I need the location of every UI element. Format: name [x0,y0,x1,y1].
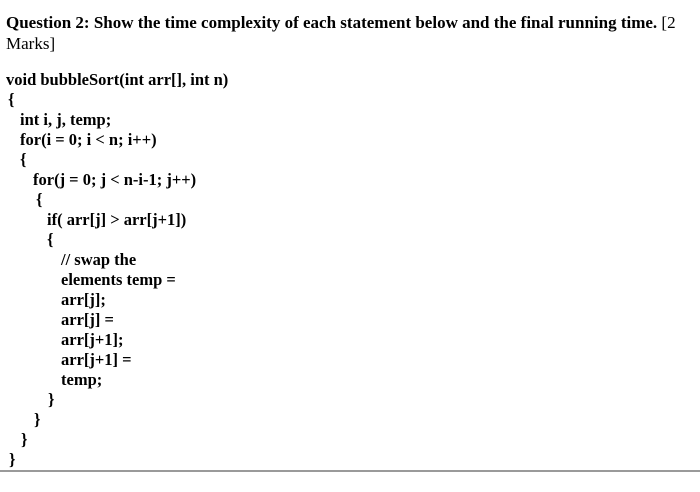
code-line-swap-1: elements temp = [61,270,176,289]
code-line-close-outer-for: } [21,430,28,449]
code-line-close-if: } [48,390,55,409]
question-text [6,12,690,54]
code-line-comment: // swap the [61,250,137,269]
code-line-swap-5: arr[j+1] = [61,350,132,369]
code-line-swap-2: arr[j]; [61,290,106,309]
code-line-swap-6: temp; [61,370,103,389]
question-marks: [2 Marks] [6,13,676,53]
code-line-swap-4: arr[j+1]; [61,330,124,349]
code-line-declarations: int i, j, temp; [20,110,112,129]
code-line-outer-for: for(i = 0; i < n; i++) [20,130,157,149]
code-line-close-function: } [9,450,16,469]
bottom-divider [0,470,700,472]
code-line-open-if: { [47,230,54,249]
code-line-open-inner-for: { [36,190,43,209]
code-line-signature: void bubbleSort(int arr[], int n) [6,70,229,89]
code-line-open-outer-for: { [20,150,27,169]
code-line-open-function: { [8,90,15,109]
code-line-inner-for: for(j = 0; j < n-i-1; j++) [33,170,197,189]
code-line-close-inner-for: } [34,410,41,429]
code-line-swap-3: arr[j] = [61,310,114,329]
question-label: Question 2: Show the time complexity of each statement below and the final running time. [6,13,658,32]
code-line-if: if( arr[j] > arr[j+1]) [47,210,187,229]
